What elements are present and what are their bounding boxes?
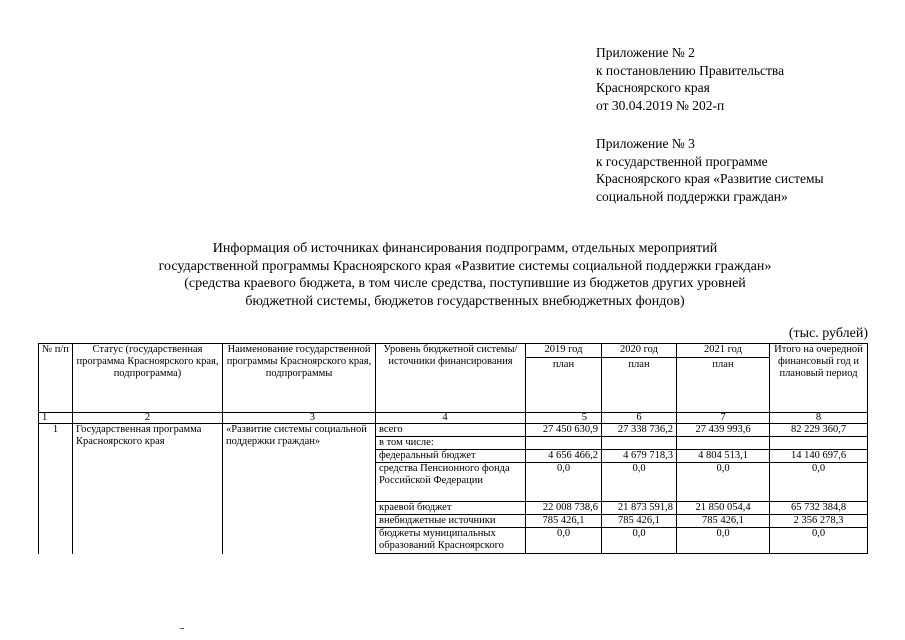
- value-2021: 785 426,1: [677, 515, 770, 528]
- value-2019: [526, 437, 602, 450]
- program-name: «Развитие системы социальной поддержки граждан»: [223, 424, 376, 554]
- value-2019: 4 656 466,2: [526, 450, 602, 463]
- column-number: 4: [376, 413, 526, 424]
- column-number: 3: [223, 413, 376, 424]
- value-2020: 785 426,1: [602, 515, 677, 528]
- column-number: 6: [602, 413, 677, 424]
- header-status: Статус (государственная программа Красноярского края, подпрограмма): [73, 344, 223, 413]
- value-total: 0,0: [770, 528, 868, 554]
- header-2020-year: 2020 год: [620, 344, 658, 355]
- header-row: [39, 344, 868, 413]
- header-total: Итого на очередной финансовый год и плановый период: [770, 344, 868, 413]
- column-number: 8: [770, 413, 868, 424]
- value-2019: 0,0: [526, 528, 602, 554]
- scan-mark: [180, 628, 184, 629]
- level-cell: внебюджетные источники: [376, 515, 526, 528]
- header-name: Наименование государственной программы Красноярского края, подпрограммы: [223, 344, 376, 413]
- column-number-row: [39, 413, 868, 424]
- header-level: Уровень бюджетной системы/источники финансирования: [376, 344, 526, 413]
- level-cell: краевой бюджет: [376, 502, 526, 515]
- appendix-3-line: Красноярского края «Развитие системы: [596, 171, 824, 186]
- header-2021-year: 2021 год: [704, 344, 742, 355]
- value-2019: 0,0: [526, 463, 602, 502]
- document-title: [110, 240, 820, 310]
- header-num: № п/п: [39, 344, 73, 413]
- value-total: 0,0: [770, 463, 868, 502]
- header-2019-plan: план: [526, 357, 601, 371]
- appendix-2-line: Приложение № 2: [596, 45, 695, 60]
- value-2021: [677, 437, 770, 450]
- units-label: (тыс. рублей): [788, 326, 868, 341]
- appendix-3-block: [596, 135, 824, 205]
- appendix-2-line: к постановлению Правительства: [596, 62, 785, 78]
- value-total: 2 356 278,3: [770, 515, 868, 528]
- level-cell: всего: [376, 424, 526, 437]
- value-total: 65 732 384,8: [770, 502, 868, 515]
- table-row: [39, 424, 868, 437]
- appendix-2-line: Красноярского края: [596, 80, 710, 95]
- header-2019-year: 2019 год: [544, 344, 583, 355]
- value-2021: 27 439 993,6: [677, 424, 770, 437]
- value-2020: 0,0: [602, 528, 677, 554]
- level-cell: бюджеты муниципальных образований Красноярского: [376, 528, 526, 554]
- financing-table: [38, 343, 868, 554]
- appendix-3-line: Приложение № 3: [596, 136, 695, 151]
- value-2020: 0,0: [602, 463, 677, 502]
- value-2021: 0,0: [677, 528, 770, 554]
- value-total: 82 229 360,7: [770, 424, 868, 437]
- column-number: 2: [73, 413, 223, 424]
- header-2021-plan: план: [677, 357, 769, 371]
- appendix-2-line: от 30.04.2019 № 202-п: [596, 97, 725, 113]
- header-2019: [526, 344, 602, 413]
- value-2021: 21 850 054,4: [677, 502, 770, 515]
- appendix-3-line: к государственной программе: [596, 153, 768, 169]
- value-2019: 22 008 738,6: [526, 502, 602, 515]
- level-cell: средства Пенсионного фонда Российской Федерации: [376, 463, 526, 502]
- value-2020: [602, 437, 677, 450]
- appendix-2-block: [596, 44, 784, 114]
- value-total: [770, 437, 868, 450]
- value-2020: 27 338 736,2: [602, 424, 677, 437]
- level-cell: федеральный бюджет: [376, 450, 526, 463]
- value-2021: 0,0: [677, 463, 770, 502]
- title-line: Информация об источниках финансирования подпрограмм, отдельных мероприятий: [212, 241, 718, 256]
- program-num: 1: [39, 424, 73, 554]
- level-cell: в том числе:: [376, 437, 526, 450]
- appendix-3-line: социальной поддержки граждан»: [596, 188, 788, 204]
- column-number: 1: [39, 413, 73, 424]
- value-total: 14 140 697,6: [770, 450, 868, 463]
- title-line: (средства краевого бюджета, в том числе средства, поступившие из бюджетов других уровней: [184, 276, 746, 291]
- header-2020-plan: план: [602, 357, 676, 371]
- value-2019: 27 450 630,9: [526, 424, 602, 437]
- column-number: 5: [526, 413, 602, 424]
- title-line: государственной программы Красноярского края «Развитие системы социальной поддержки граждан»: [158, 258, 772, 274]
- program-status: Государственная программа Красноярского края: [73, 424, 223, 554]
- value-2019: 785 426,1: [526, 515, 602, 528]
- value-2020: 21 873 591,8: [602, 502, 677, 515]
- value-2021: 4 804 513,1: [677, 450, 770, 463]
- column-number: 7: [677, 413, 770, 424]
- title-line: бюджетной системы, бюджетов государственных внебюджетных фондов): [245, 293, 685, 309]
- header-2021: [677, 344, 770, 413]
- header-2020: [602, 344, 677, 413]
- value-2020: 4 679 718,3: [602, 450, 677, 463]
